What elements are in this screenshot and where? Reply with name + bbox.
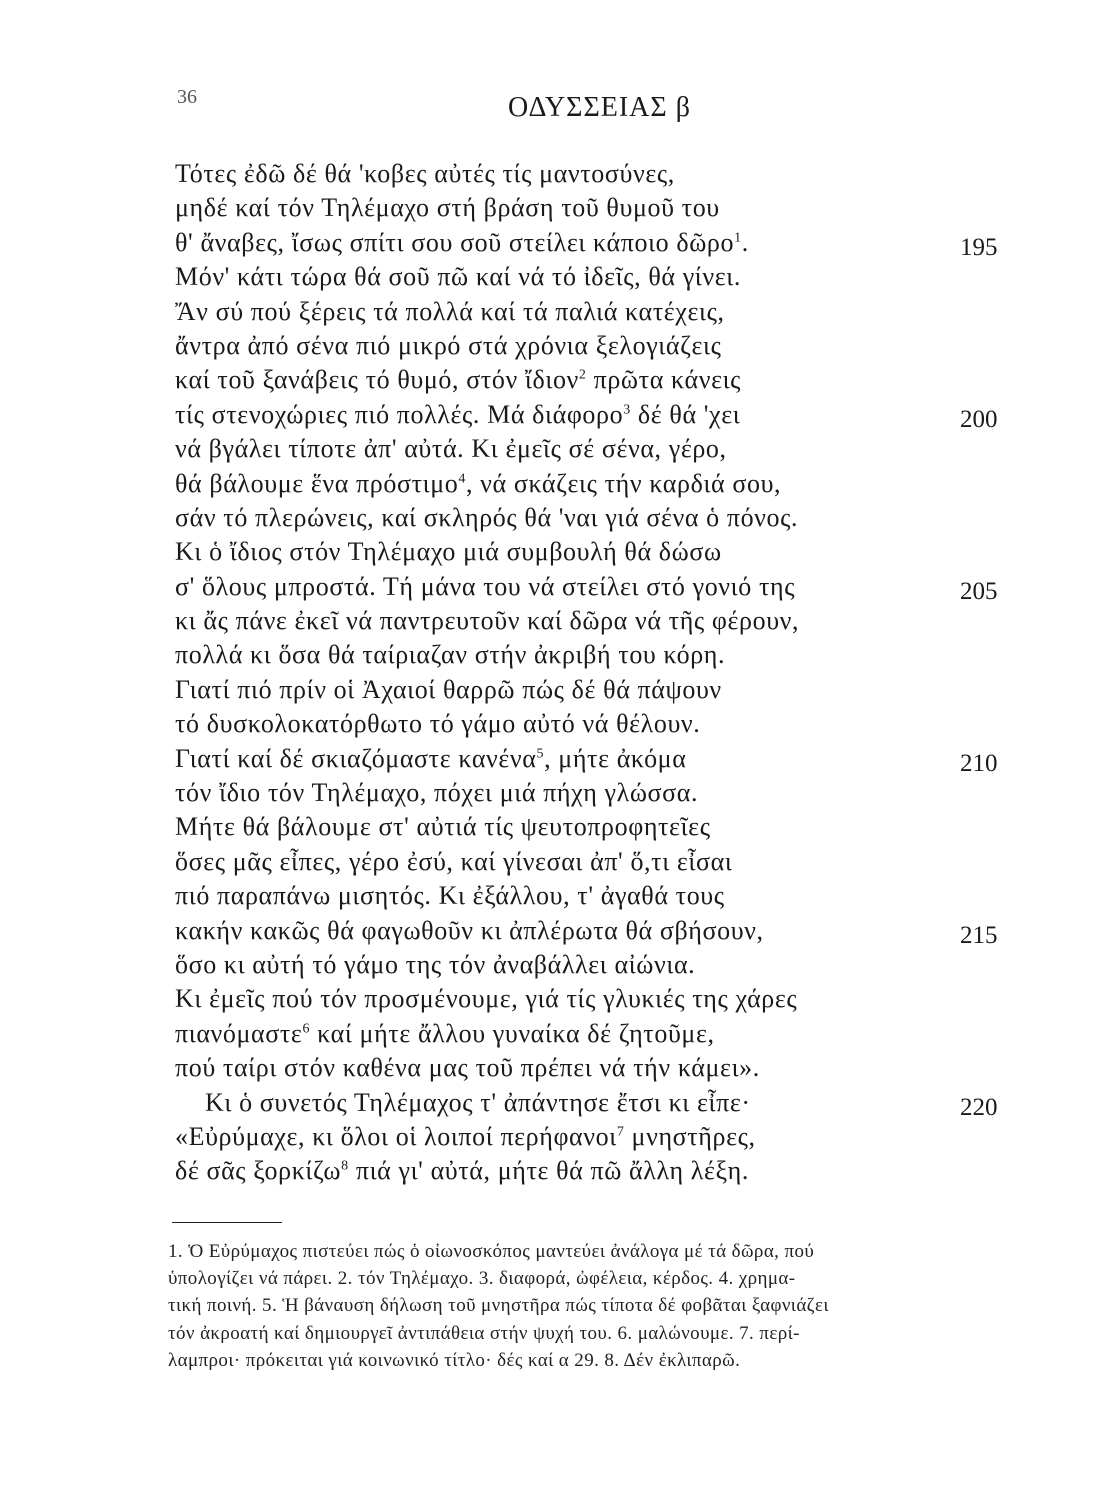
verse-text-rest: πρῶτα κάνεις [586, 365, 742, 395]
verse-text-rest: πιά γι' αὐτά, μήτε θά πῶ ἄλλη λέξη. [348, 1156, 749, 1186]
verse-text: τό δυσκολοκατόρθωτο τό γάμο αὐτό νά θέλουν. [175, 709, 701, 739]
verse-line [175, 1086, 875, 1120]
page-number: 36 [177, 86, 197, 108]
verse-line [175, 398, 875, 432]
verse-text: νά βγάλει τίποτε ἀπ' αὐτά. Κι ἐμεῖς σέ σένα, γέρο, [175, 434, 727, 464]
verse-line [175, 1154, 875, 1188]
verse-line [175, 295, 875, 329]
verse-text: Κι ὁ ἴδιος στόν Τηλέμαχο μιά συμβουλή θά δώσω [175, 537, 722, 567]
verse-line [175, 467, 875, 501]
footnote-marker: 2 [578, 367, 587, 383]
footnote-marker: 6 [302, 1021, 311, 1037]
verse-line [175, 260, 875, 294]
verse-text: πιανόμαστε [175, 1018, 303, 1048]
footnote-line: 1. Ὁ Εὐρύμαχος πιστεύει πώς ὁ οἰωνοσκόπος μαντεύει ἀνάλογα μέ τά δῶρα, πού [168, 1241, 815, 1262]
verse-block [175, 157, 875, 1189]
verse-line [175, 982, 875, 1016]
verse-text: θά βάλουμε ἕνα πρόστιμο [175, 468, 459, 498]
verse-text: πολλά κι ὅσα θά ταίριαζαν στήν ἀκριβή του κόρη. [175, 640, 726, 670]
verse-text-rest: μνηστῆρες, [624, 1121, 756, 1151]
footnote-rule [172, 1222, 282, 1223]
footnote-line: τική ποινή. 5. Ἡ βάναυση δήλωση τοῦ μνηστῆρα πώς τίποτα δέ φοβᾶται ξαφνιάζει [168, 1295, 829, 1317]
verse-text: Κι ἐμεῖς πού τόν προσμένουμε, γιά τίς γλυκιές της χάρες [175, 984, 798, 1014]
footnote-marker: 5 [536, 745, 545, 761]
verse-line [175, 1017, 875, 1051]
verse-line [175, 914, 875, 948]
line-number: 200 [960, 405, 998, 433]
verse-line [175, 226, 875, 260]
line-number: 205 [960, 577, 998, 605]
verse-line [175, 191, 875, 225]
footnote-line: ὑπολογίζει νά πάρει. 2. τόν Τηλέμαχο. 3. διαφορά, ὠφέλεια, κέρδος. 4. χρημα- [168, 1268, 796, 1290]
line-number: 215 [960, 921, 998, 949]
verse-text: τόν ἴδιο τόν Τηλέμαχο, πόχει μιά πήχη γλώσσα. [175, 778, 699, 808]
footnote-marker: 3 [623, 402, 631, 418]
footnote-line: λαμπροι· πρόκειται γιά κοινωνικό τίτλο· δές καί α 29. 8. Δέν ἐκλιπαρῶ. [168, 1349, 741, 1371]
verse-text: Τότες ἐδῶ δέ θά 'κοβες αὐτές τίς μαντοσύνες, [175, 159, 675, 188]
verse-line [175, 810, 875, 844]
verse-line [175, 707, 875, 741]
verse-text: τίς στενοχώριες πιό πολλές. Μά διάφορο [175, 399, 624, 429]
verse-text: καί τοῦ ξανάβεις τό θυμό, στόν ἴδιον [175, 365, 579, 395]
verse-line [175, 879, 875, 913]
verse-line [175, 845, 875, 879]
verse-text: κακήν κακῶς θά φαγωθοῦν κι ἀπλέρωτα θά σβήσουν, [175, 915, 764, 945]
verse-line [175, 363, 875, 397]
verse-text: Γιατί πιό πρίν οἱ Ἀχαιοί θαρρῶ πώς δέ θά πάψουν [175, 674, 722, 704]
verse-text-rest: καί μήτε ἄλλου γυναίκα δέ ζητοῦμε, [310, 1018, 715, 1048]
line-number: 195 [960, 233, 998, 261]
verse-line [175, 776, 875, 810]
verse-text-rest: , μήτε ἀκόμα [544, 743, 687, 773]
verse-text: ὅσο κι αὐτή τό γάμο της τόν ἀναβάλλει αἰώνια. [175, 949, 696, 979]
verse-line [175, 742, 875, 776]
verse-text: σάν τό πλερώνεις, καί σκληρός θά 'ναι γιά σένα ὁ πόνος. [175, 502, 799, 532]
verse-text: Γιατί καί δέ σκιαζόμαστε κανένα [175, 743, 537, 773]
verse-line [175, 948, 875, 982]
verse-text: Μήτε θά βάλουμε στ' αὐτιά τίς ψευτοπροφητεῖες [175, 812, 711, 842]
verse-text: θ' ἄναβες, ἴσως σπίτι σου σοῦ στείλει κάποιο δῶρο [175, 227, 735, 257]
verse-text-rest: , νά σκάζεις τήν καρδιά σου, [465, 468, 782, 498]
verse-text: Ἄν σύ πού ξέρεις τά πολλά καί τά παλιά κατέχεις, [175, 296, 725, 326]
verse-text: ἄντρα ἀπό σένα πιό μικρό στά χρόνια ξελογιάζεις [175, 330, 722, 360]
verse-line [175, 1120, 875, 1154]
verse-text: πιό παραπάνω μισητός. Κι ἐξάλλου, τ' ἀγαθά τους [175, 881, 725, 911]
footnote-marker: 4 [458, 470, 466, 486]
verse-line [175, 570, 875, 604]
footnote-marker: 1 [734, 230, 742, 246]
verse-text: σ' ὅλους μπροστά. Τή μάνα του νά στείλει στό γονιό της [175, 571, 796, 601]
verse-text: πού ταίρι στόν καθένα μας τοῦ πρέπει νά τήν κάμει». [175, 1053, 760, 1083]
verse-line [175, 638, 875, 672]
verse-text: κι ἄς πάνε ἐκεῖ νά παντρευτοῦν καί δῶρα νά τῆς φέρουν, [175, 606, 800, 636]
footnotes [168, 1238, 988, 1374]
verse-line [175, 604, 875, 638]
line-number: 220 [960, 1093, 998, 1121]
footnote-marker: 7 [616, 1124, 625, 1140]
verse-text-rest: δέ θά 'χει [630, 399, 741, 429]
verse-line [175, 501, 875, 535]
verse-line [175, 432, 875, 466]
verse-text: Μόν' κάτι τώρα θά σοῦ πῶ καί νά τό ἰδεῖς, θά γίνει. [175, 262, 741, 292]
verse-line [175, 1051, 875, 1085]
verse-text: ὅσες μᾶς εἶπες, γέρο ἐσύ, καί γίνεσαι ἀπ' ὅ,τι εἶσαι [175, 846, 733, 876]
running-title: ΟΔΥΣΣΕΙΑΣ β [508, 92, 691, 123]
footnote-line: τόν ἀκροατή καί δημιουργεῖ ἀντιπάθεια στήν ψυχή του. 6. μαλώνουμε. 7. περί- [168, 1322, 800, 1344]
verse-line [175, 535, 875, 569]
verse-line [175, 329, 875, 363]
line-number: 210 [960, 749, 998, 777]
verse-text: «Εὐρύμαχε, κι ὅλοι οἱ λοιποί περήφανοι [175, 1121, 617, 1151]
verse-line [175, 673, 875, 707]
verse-text: μηδέ καί τόν Τηλέμαχο στή βράση τοῦ θυμοῦ του [175, 193, 720, 223]
verse-text: Κι ὁ συνετός Τηλέμαχος τ' ἀπάντησε ἔτσι κι εἶπε· [205, 1087, 751, 1117]
footnote-marker: 8 [341, 1158, 349, 1174]
verse-text-rest: . [741, 227, 749, 257]
verse-line [175, 157, 875, 191]
verse-text: δέ σᾶς ξορκίζω [175, 1156, 342, 1186]
